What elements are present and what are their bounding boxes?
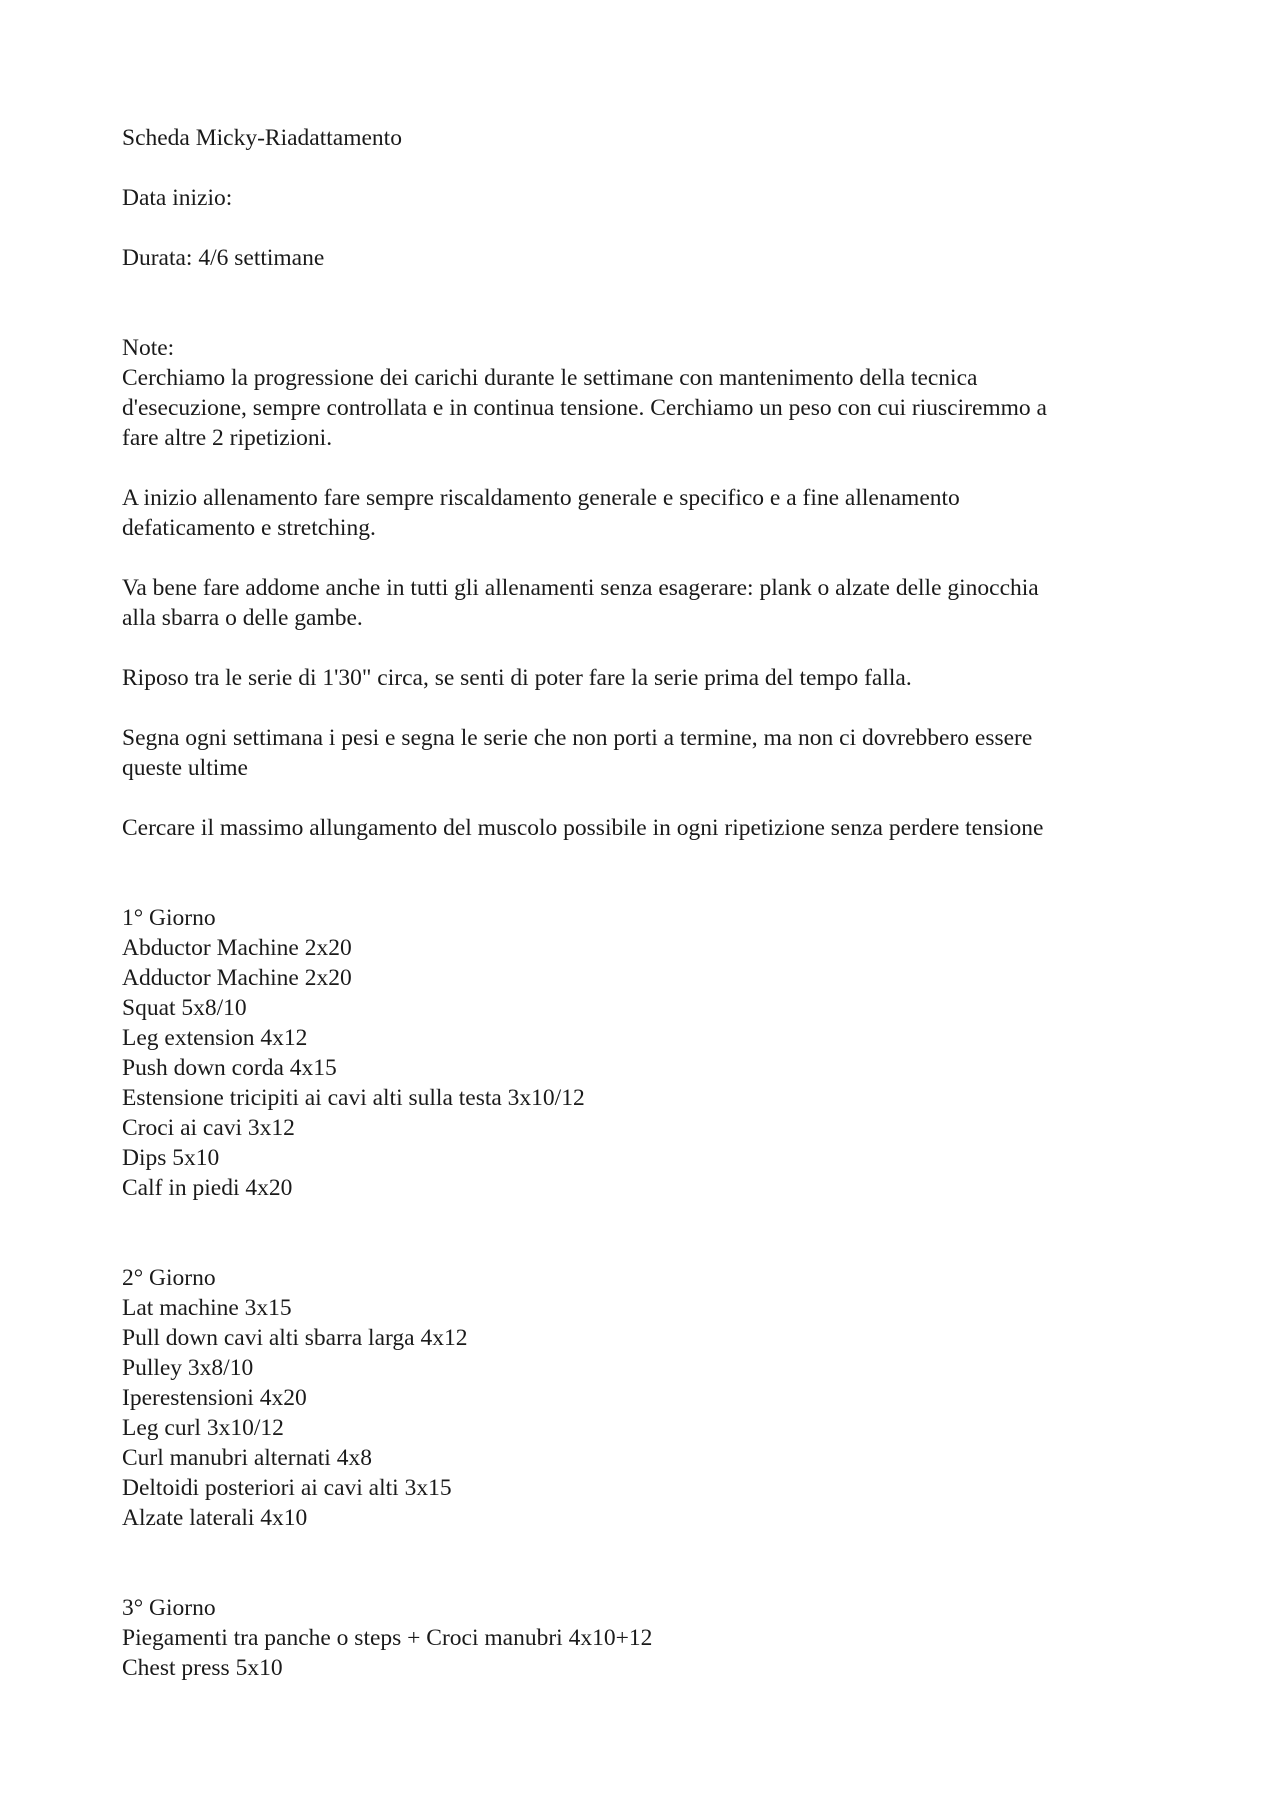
spacer xyxy=(122,1203,1162,1263)
note-line: Segna ogni settimana i pesi e segna le serie che non porti a termine, ma non ci dovrebbero essere xyxy=(122,725,1033,751)
spacer xyxy=(122,693,1162,723)
exercise-item: Chest press 5x10 xyxy=(122,1655,283,1681)
exercise-item: Piegamenti tra panche o steps + Croci manubri 4x10+12 xyxy=(122,1625,653,1651)
spacer xyxy=(122,843,1162,903)
exercise-item: Pulley 3x8/10 xyxy=(122,1355,254,1381)
exercise-item: Abductor Machine 2x20 xyxy=(122,935,352,961)
exercise-item: Dips 5x10 xyxy=(122,1145,220,1171)
note-line: fare altre 2 ripetizioni. xyxy=(122,425,333,451)
spacer xyxy=(122,633,1162,663)
note-line: defaticamento e stretching. xyxy=(122,515,376,541)
spacer xyxy=(122,453,1162,483)
spacer xyxy=(122,783,1162,813)
day-2-section xyxy=(122,1263,1162,1533)
exercise-item: Push down corda 4x15 xyxy=(122,1055,337,1081)
note-line: Va bene fare addome anche in tutti gli allenamenti senza esagerare: plank o alzate delle ginocchia xyxy=(122,575,1039,601)
document-title: Scheda Micky-Riadattamento xyxy=(122,125,402,151)
day-1-heading: 1° Giorno xyxy=(122,905,216,931)
exercise-item: Curl manubri alternati 4x8 xyxy=(122,1445,372,1471)
note-paragraph-4 xyxy=(122,663,1162,693)
exercise-item: Leg extension 4x12 xyxy=(122,1025,308,1051)
exercise-item: Adductor Machine 2x20 xyxy=(122,965,352,991)
day-3-heading: 3° Giorno xyxy=(122,1595,216,1621)
exercise-item: Estensione tricipiti ai cavi alti sulla testa 3x10/12 xyxy=(122,1085,585,1111)
day-1-section xyxy=(122,903,1162,1203)
exercise-item: Calf in piedi 4x20 xyxy=(122,1175,293,1201)
day-2-heading: 2° Giorno xyxy=(122,1265,216,1291)
note-line: alla sbarra o delle gambe. xyxy=(122,605,363,631)
document-page xyxy=(122,123,1162,1683)
note-line: Cercare il massimo allungamento del muscolo possibile in ogni ripetizione senza perdere tensione xyxy=(122,815,1044,841)
exercise-item: Pull down cavi alti sbarra larga 4x12 xyxy=(122,1325,468,1351)
note-paragraph-2 xyxy=(122,483,1162,543)
note-paragraph-1 xyxy=(122,363,1162,453)
exercise-item: Lat machine 3x15 xyxy=(122,1295,292,1321)
note-line: A inizio allenamento fare sempre riscaldamento generale e specifico e a fine allenamento xyxy=(122,485,960,511)
note-paragraph-6 xyxy=(122,813,1162,843)
spacer xyxy=(122,543,1162,573)
spacer xyxy=(122,213,1162,243)
exercise-item: Alzate laterali 4x10 xyxy=(122,1505,308,1531)
exercise-item: Squat 5x8/10 xyxy=(122,995,247,1021)
note-paragraph-5 xyxy=(122,723,1162,783)
exercise-item: Iperestensioni 4x20 xyxy=(122,1385,307,1411)
spacer xyxy=(122,273,1162,333)
exercise-item: Deltoidi posteriori ai cavi alti 3x15 xyxy=(122,1475,452,1501)
note-line: Riposo tra le serie di 1'30" circa, se senti di poter fare la serie prima del tempo falla. xyxy=(122,665,912,691)
start-date-label: Data inizio: xyxy=(122,185,233,211)
exercise-item: Leg curl 3x10/12 xyxy=(122,1415,284,1441)
note-line: queste ultime xyxy=(122,755,248,781)
notes-label: Note: xyxy=(122,335,175,361)
spacer xyxy=(122,153,1162,183)
duration-text: Durata: 4/6 settimane xyxy=(122,245,325,271)
exercise-item: Croci ai cavi 3x12 xyxy=(122,1115,295,1141)
note-line: d'esecuzione, sempre controllata e in continua tensione. Cerchiamo un peso con cui riusciremmo a xyxy=(122,395,1047,421)
spacer xyxy=(122,1533,1162,1593)
note-paragraph-3 xyxy=(122,573,1162,633)
note-line: Cerchiamo la progressione dei carichi durante le settimane con mantenimento della tecnica xyxy=(122,365,978,391)
day-3-section xyxy=(122,1593,1162,1683)
